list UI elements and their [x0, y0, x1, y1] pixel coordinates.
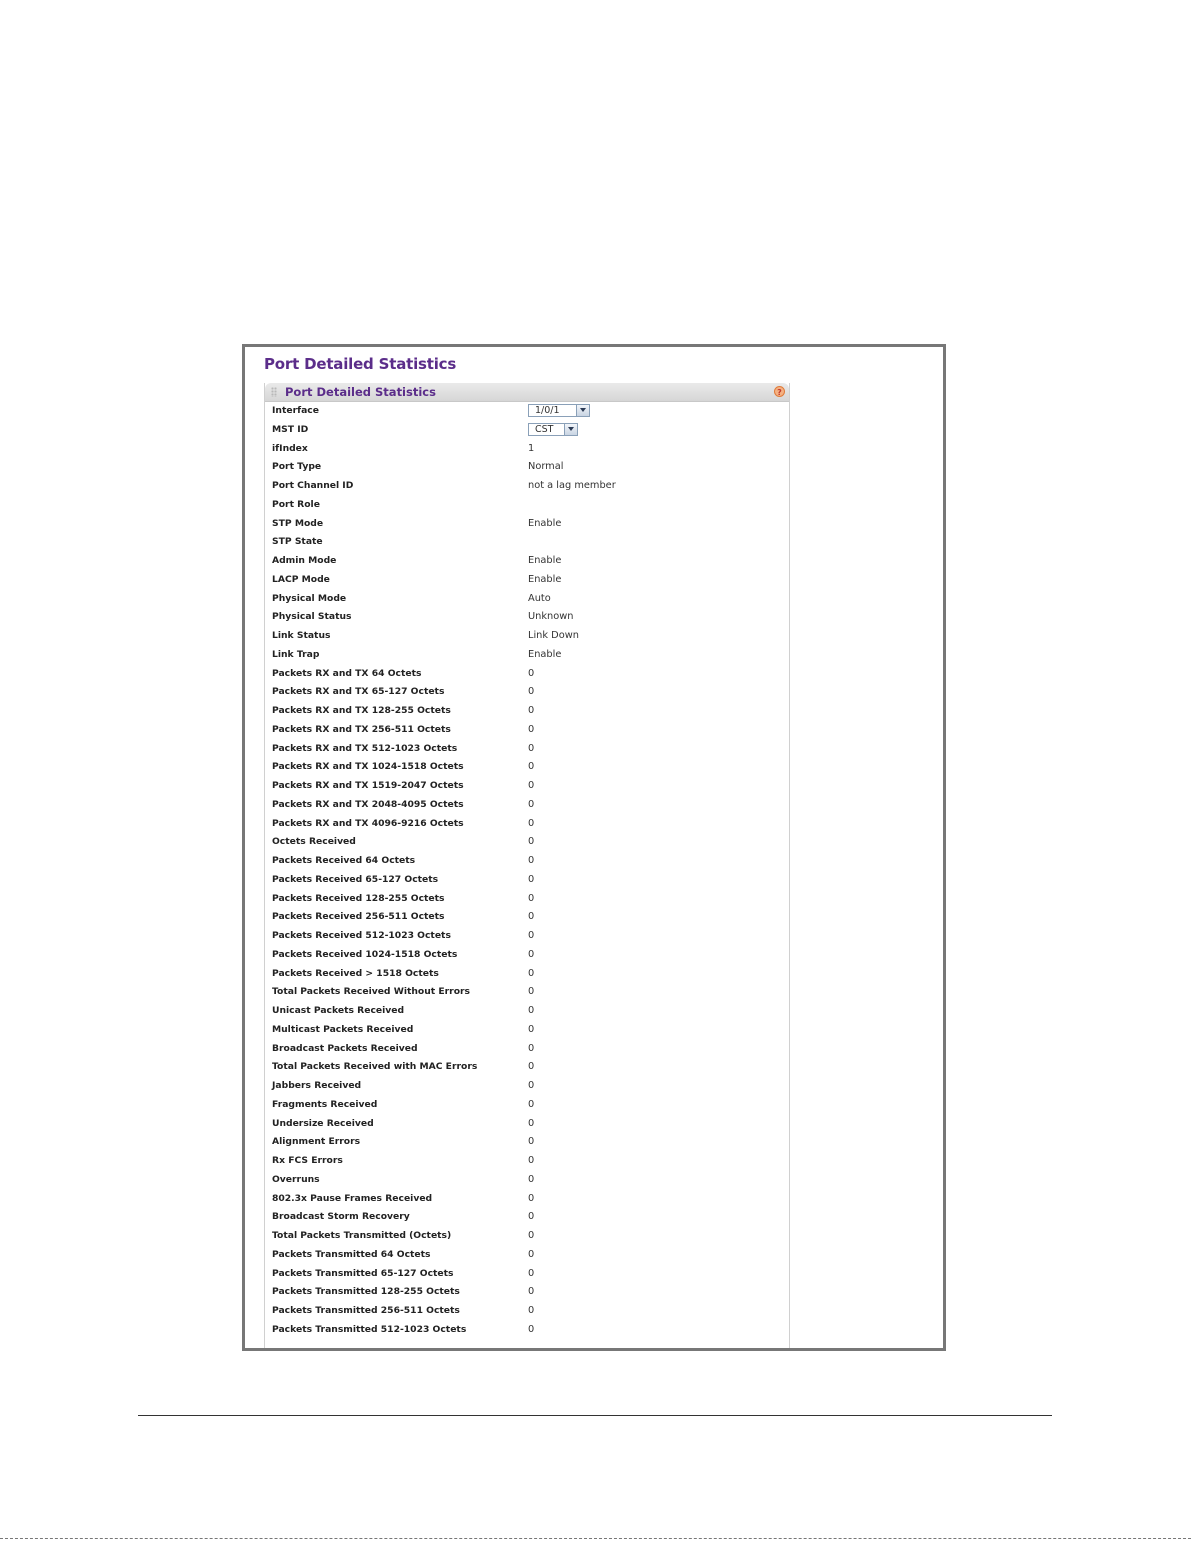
- table-row: [265, 683, 789, 702]
- screenshot-frame: [242, 344, 946, 1351]
- row-value: 0: [528, 1098, 535, 1110]
- row-value: Normal: [528, 461, 564, 473]
- table-row: [265, 1190, 789, 1209]
- table-row: [265, 1040, 789, 1059]
- row-value: 0: [528, 1305, 535, 1316]
- chevron-down-icon[interactable]: [576, 405, 589, 416]
- table-row: [265, 871, 789, 890]
- row-label: Packets Transmitted 64 Octets: [272, 1248, 431, 1260]
- table-row: [265, 1265, 789, 1284]
- table-row: [265, 1171, 789, 1190]
- row-value: 1: [528, 442, 535, 454]
- table-row: [265, 1058, 789, 1077]
- row-label: ifIndex: [272, 442, 308, 454]
- table-row: [265, 946, 789, 965]
- table-row: [265, 777, 789, 796]
- row-label: Multicast Packets Received: [272, 1023, 414, 1035]
- row-label: Total Packets Received Without Errors: [272, 986, 471, 998]
- row-label: Packets Received 65-127 Octets: [272, 873, 439, 885]
- row-value: 0: [528, 1286, 535, 1298]
- table-row: [265, 1096, 789, 1115]
- row-label: Packets Received 1024-1518 Octets: [272, 948, 458, 960]
- row-label: Total Packets Received with MAC Errors: [272, 1061, 478, 1073]
- row-label: Packets RX and TX 512-1023 Octets: [272, 742, 458, 754]
- table-row: [265, 1115, 789, 1134]
- row-value: 0: [528, 1136, 535, 1148]
- row-label: Packets RX and TX 128-255 Octets: [272, 705, 451, 716]
- row-label: Fragments Received: [272, 1098, 378, 1110]
- table-row: [265, 983, 789, 1002]
- table-row: [265, 1321, 789, 1340]
- row-value: 0: [528, 742, 535, 754]
- row-value: Enable: [528, 517, 562, 529]
- table-row: [265, 515, 789, 534]
- row-label: Packets Transmitted 65-127 Octets: [272, 1267, 454, 1279]
- row-value: 0: [528, 1192, 535, 1204]
- row-value: 0: [528, 1023, 535, 1035]
- row-label: Packets Transmitted 512-1023 Octets: [272, 1323, 467, 1335]
- row-label: Link Trap: [272, 648, 320, 660]
- table-row: [265, 1246, 789, 1265]
- row-value: 0: [528, 836, 535, 848]
- drag-grip-icon[interactable]: [271, 387, 277, 397]
- table-row: [265, 833, 789, 852]
- row-label: Jabbers Received: [272, 1080, 362, 1091]
- row-label: Port Role: [272, 498, 320, 510]
- row-label: Physical Status: [272, 611, 352, 623]
- table-row: [265, 721, 789, 740]
- row-label: Packets RX and TX 1024-1518 Octets: [272, 761, 464, 773]
- table-row: [265, 458, 789, 477]
- row-value: 0: [528, 873, 535, 885]
- row-value: 0: [528, 1248, 535, 1260]
- row-value: 0: [528, 967, 535, 979]
- table-row: [265, 740, 789, 759]
- table-row: [265, 533, 789, 552]
- row-value: not a lag member: [528, 480, 616, 491]
- row-value: Enable: [528, 573, 562, 585]
- row-value: 0: [528, 930, 535, 941]
- page-edge-divider: [0, 1538, 1191, 1539]
- table-row: [265, 890, 789, 909]
- row-value: 0: [528, 1323, 535, 1335]
- row-value: 0: [528, 948, 535, 960]
- row-value: 0: [528, 1042, 535, 1054]
- table-row: [265, 440, 789, 459]
- table-row: [265, 965, 789, 984]
- table-row: [265, 496, 789, 515]
- row-value: 0: [528, 1117, 535, 1129]
- table-row: [265, 1208, 789, 1227]
- row-value: 0: [528, 855, 535, 866]
- row-value: 0: [528, 892, 535, 904]
- row-label: Alignment Errors: [272, 1136, 361, 1148]
- row-label: Packets Received 512-1023 Octets: [272, 930, 451, 941]
- row-label: Packets Received 128-255 Octets: [272, 892, 445, 904]
- row-value: 0: [528, 705, 535, 716]
- mst-id-select-value: CST: [535, 423, 554, 435]
- panel-title: Port Detailed Statistics: [285, 385, 436, 399]
- row-label: Link Status: [272, 630, 331, 641]
- row-label: LACP Mode: [272, 573, 330, 585]
- row-label: Packets RX and TX 2048-4095 Octets: [272, 798, 464, 810]
- row-value: 0: [528, 1061, 535, 1073]
- table-row: [265, 552, 789, 571]
- table-row: [265, 477, 789, 496]
- statistics-table: [265, 402, 789, 1340]
- chevron-down-icon[interactable]: [564, 424, 577, 435]
- row-value: 0: [528, 686, 535, 698]
- table-row: [265, 1133, 789, 1152]
- table-row: [265, 1152, 789, 1171]
- table-row: [265, 908, 789, 927]
- table-row: [265, 1002, 789, 1021]
- row-value: Enable: [528, 648, 562, 660]
- help-icon[interactable]: ?: [774, 386, 785, 397]
- table-row: [265, 815, 789, 834]
- row-label: Packets Received > 1518 Octets: [272, 967, 439, 979]
- row-value: 0: [528, 1080, 535, 1091]
- table-row: [265, 796, 789, 815]
- table-row: [265, 646, 789, 665]
- page-title: Port Detailed Statistics: [264, 355, 457, 373]
- row-label: Packets RX and TX 64 Octets: [272, 667, 422, 679]
- row-label: Packets Received 256-511 Octets: [272, 911, 445, 923]
- row-value: Unknown: [528, 611, 574, 623]
- row-label: Packets RX and TX 4096-9216 Octets: [272, 817, 464, 829]
- table-row: [265, 927, 789, 946]
- row-label: Unicast Packets Received: [272, 1005, 405, 1016]
- row-value: Link Down: [528, 630, 579, 641]
- row-label: Total Packets Transmitted (Octets): [272, 1230, 452, 1241]
- row-value: 0: [528, 1211, 535, 1223]
- table-row: [265, 1302, 789, 1321]
- row-label: Packets Transmitted 128-255 Octets: [272, 1286, 460, 1298]
- table-row: [265, 1021, 789, 1040]
- row-label: Admin Mode: [272, 555, 337, 566]
- table-row: [265, 702, 789, 721]
- row-value: Enable: [528, 555, 562, 566]
- row-label: Undersize Received: [272, 1117, 374, 1129]
- table-row: [265, 571, 789, 590]
- row-value: 0: [528, 798, 535, 810]
- table-row: [265, 758, 789, 777]
- row-label: Physical Mode: [272, 592, 347, 604]
- row-label: Port Type: [272, 461, 322, 473]
- table-row: [265, 665, 789, 684]
- row-label: Port Channel ID: [272, 480, 354, 491]
- row-value: Auto: [528, 592, 551, 604]
- row-value: 0: [528, 667, 535, 679]
- table-row: [265, 590, 789, 609]
- row-value: 0: [528, 911, 535, 923]
- mst-id-select[interactable]: [528, 423, 578, 436]
- footer-divider: [138, 1415, 1052, 1416]
- interface-row: [265, 402, 789, 421]
- row-value: 0: [528, 1230, 535, 1241]
- interface-label: Interface: [272, 405, 319, 416]
- row-value: 0: [528, 817, 535, 829]
- row-label: Broadcast Packets Received: [272, 1042, 418, 1054]
- row-value: 0: [528, 780, 535, 791]
- row-label: STP Mode: [272, 517, 324, 529]
- row-value: 0: [528, 1005, 535, 1016]
- row-label: Packets Received 64 Octets: [272, 855, 416, 866]
- row-label: Octets Received: [272, 836, 356, 848]
- row-label: Overruns: [272, 1173, 320, 1185]
- row-label: Broadcast Storm Recovery: [272, 1211, 410, 1223]
- table-row: [265, 608, 789, 627]
- mst-id-label: MST ID: [272, 423, 309, 435]
- row-value: 0: [528, 1173, 535, 1185]
- row-label: 802.3x Pause Frames Received: [272, 1192, 433, 1204]
- row-label: Packets RX and TX 65-127 Octets: [272, 686, 445, 698]
- interface-select-value: 1/0/1: [535, 405, 560, 416]
- row-label: Packets RX and TX 256-511 Octets: [272, 723, 451, 735]
- table-row: [265, 1077, 789, 1096]
- row-label: Rx FCS Errors: [272, 1155, 343, 1166]
- row-value: 0: [528, 1155, 535, 1166]
- interface-select[interactable]: [528, 404, 590, 417]
- table-row: [265, 1283, 789, 1302]
- row-label: STP State: [272, 536, 323, 548]
- panel-header: [265, 383, 789, 402]
- statistics-panel: [264, 383, 790, 1351]
- row-value: 0: [528, 1267, 535, 1279]
- table-row: [265, 1227, 789, 1246]
- table-row: [265, 627, 789, 646]
- row-value: 0: [528, 723, 535, 735]
- row-label: Packets RX and TX 1519-2047 Octets: [272, 780, 464, 791]
- row-label: Packets Transmitted 256-511 Octets: [272, 1305, 460, 1316]
- mst-id-row: [265, 421, 789, 440]
- table-row: [265, 852, 789, 871]
- row-value: 0: [528, 761, 535, 773]
- row-value: 0: [528, 986, 535, 998]
